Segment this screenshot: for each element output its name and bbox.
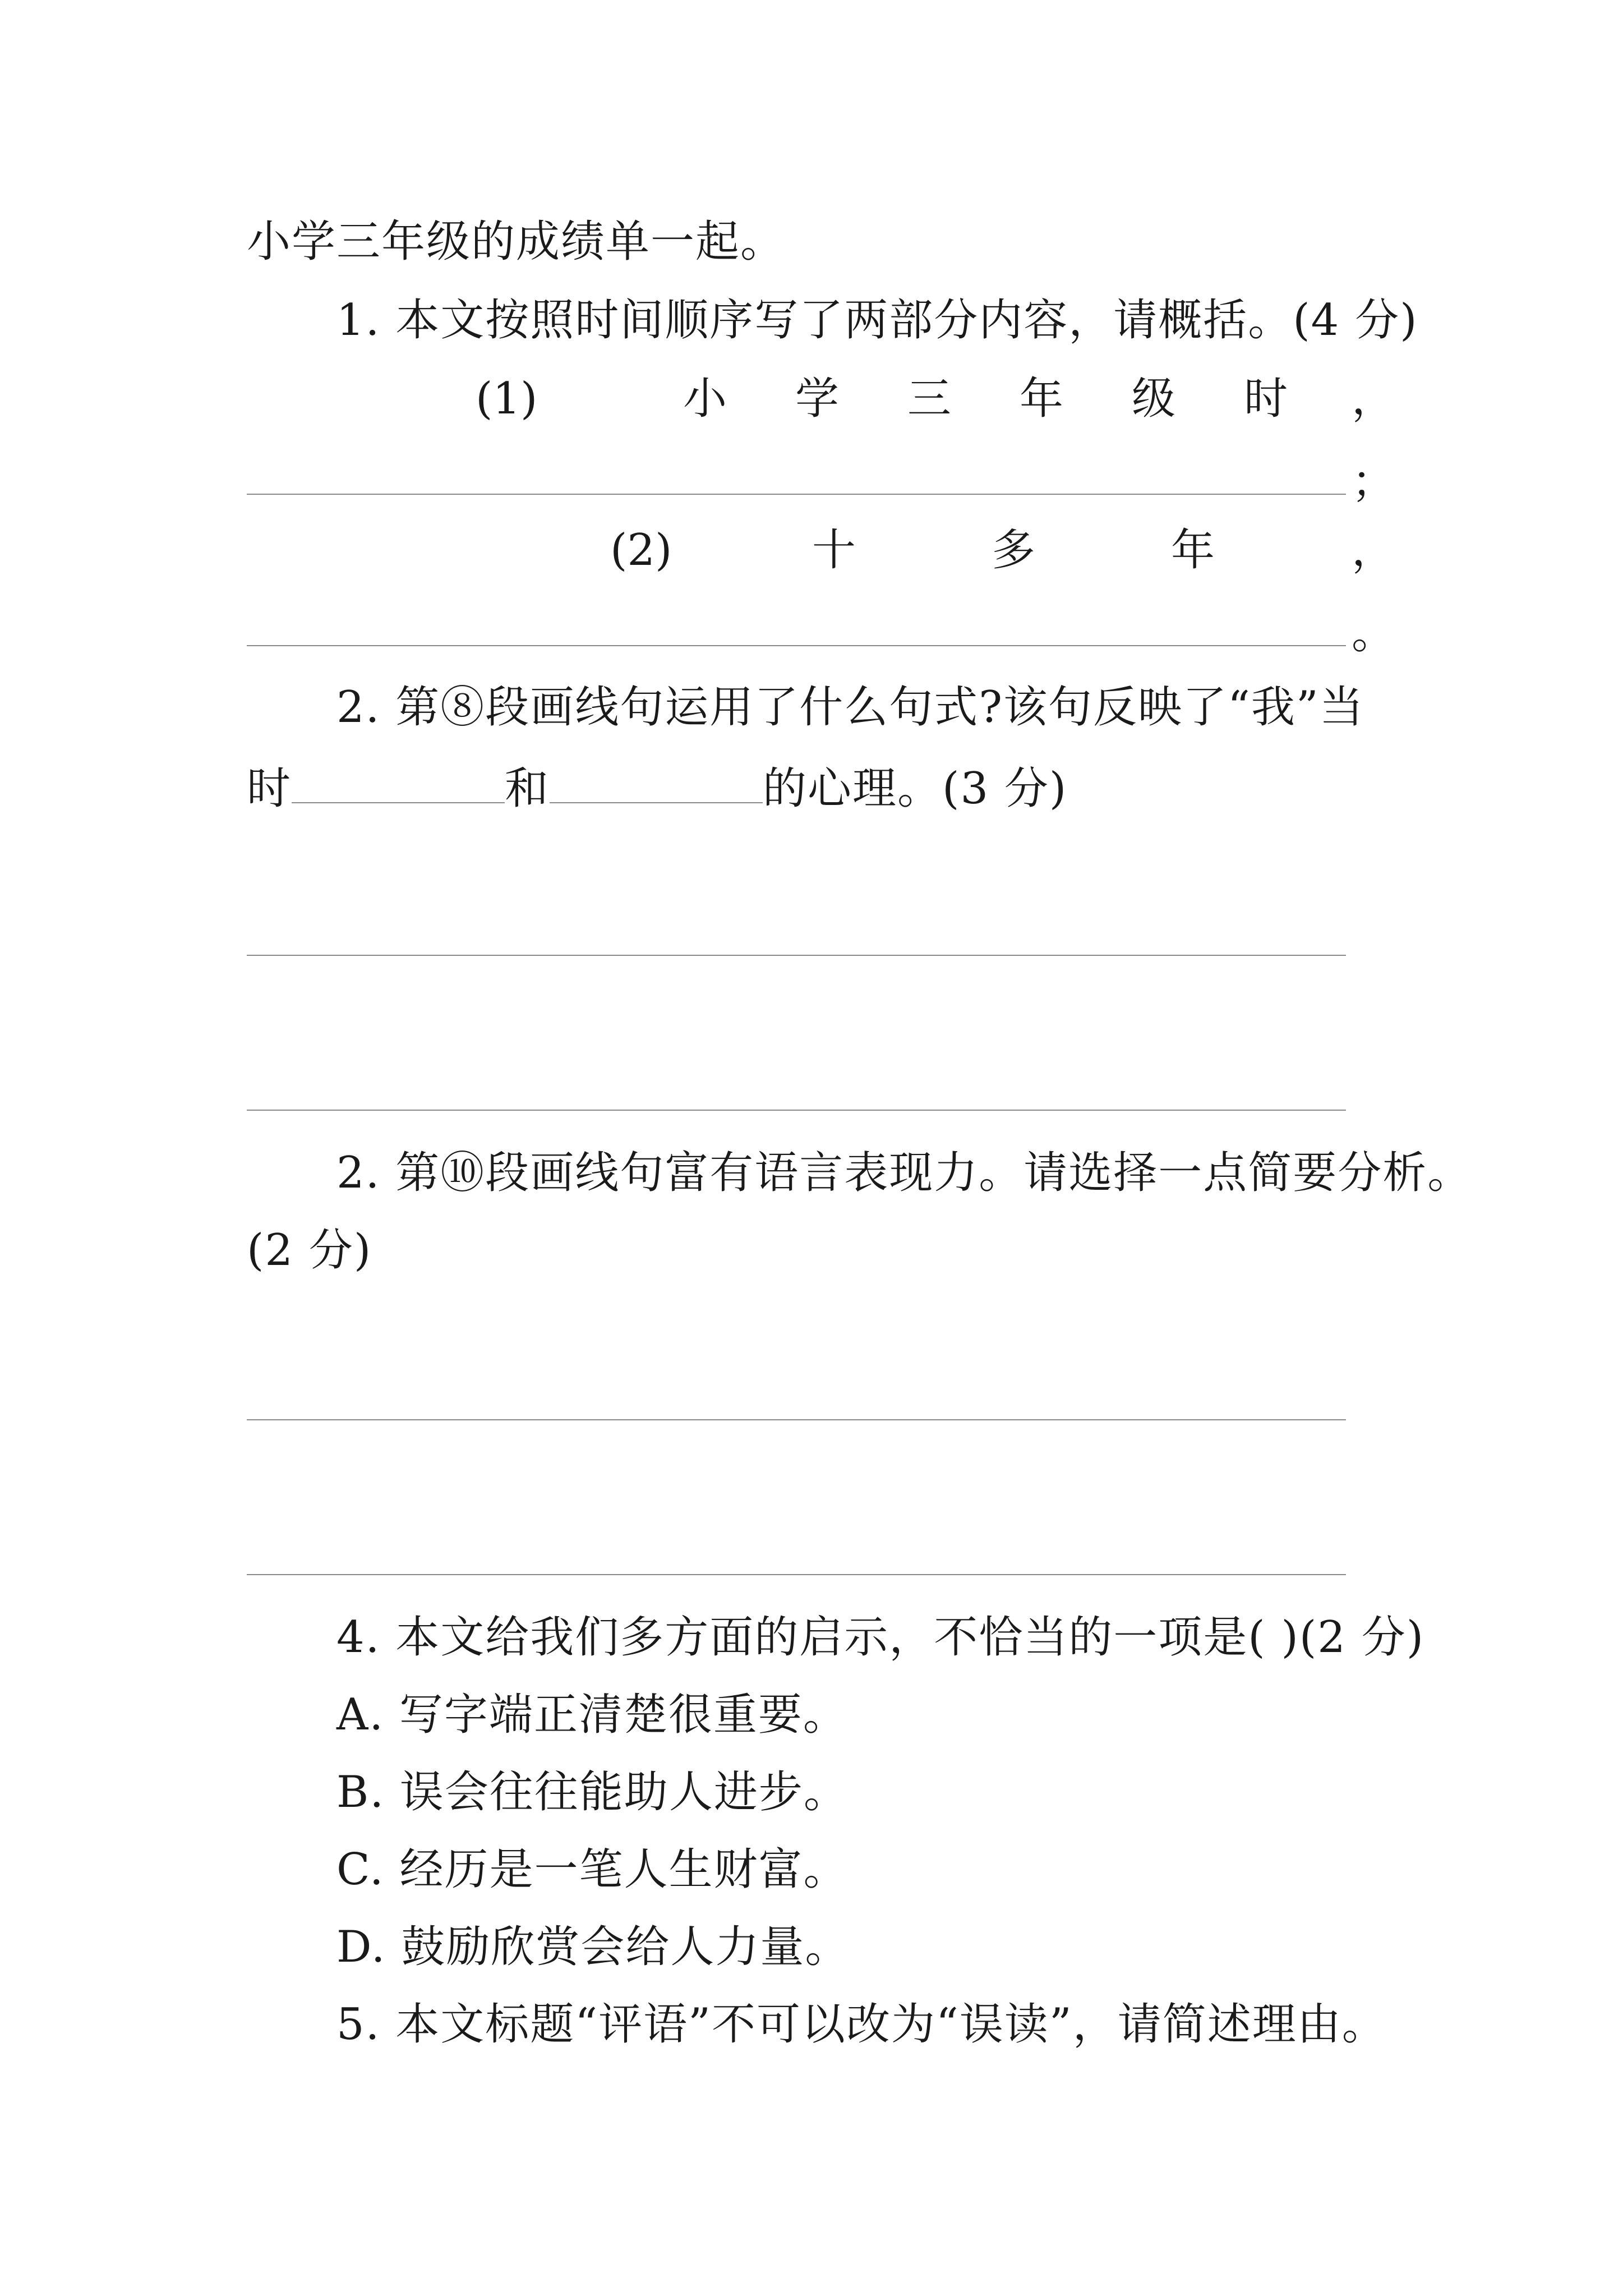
q1-part1-char: 三	[907, 374, 952, 424]
question-2b-line1: 2. 第⑩段画线句富有语言表现力。请选择一点简要分析。	[336, 1148, 1473, 1198]
question-1: 1. 本文按照时间顺序写了两部分内容，请概括。(4 分)	[336, 295, 1418, 346]
answer-line	[247, 1110, 1346, 1111]
answer-line	[247, 494, 1346, 495]
question-4: 4. 本文给我们多方面的启示，不恰当的一项是( )(2 分)	[336, 1612, 1425, 1663]
answer-line	[247, 1574, 1346, 1575]
q4-option-d: D. 鼓励欣赏会给人力量。	[336, 1922, 850, 1972]
q1-part2-end: 。	[1352, 608, 1396, 659]
question-5: 5. 本文标题“评语”不可以改为“误读”，请简述理由。	[336, 1999, 1387, 2050]
q1-part2-comma: ，	[1352, 525, 1396, 576]
q4-option-b: B. 误会往往能助人进步。	[336, 1767, 849, 1818]
q2a-text-mid: 和	[505, 763, 550, 814]
intro-text: 小学三年级的成绩单一起。	[247, 217, 786, 267]
q1-part1-char: 级	[1132, 374, 1176, 424]
q2a-text-end: 的心理。(3 分)	[763, 763, 1068, 814]
question-2b-line2: (2 分)	[247, 1225, 372, 1276]
q1-part1-char: 小	[683, 374, 727, 424]
q1-part1-comma: ，	[1352, 374, 1396, 424]
q1-part2-number: (2)	[610, 525, 672, 576]
q1-part2-char: 多	[992, 525, 1036, 576]
q1-part1-char: 年	[1020, 374, 1064, 424]
fill-blank	[550, 763, 763, 803]
answer-line	[247, 955, 1346, 956]
q4-option-a: A. 写字端正清楚很重要。	[336, 1690, 848, 1740]
q2a-text-start: 时	[247, 763, 292, 814]
q4-option-c: C. 经历是一笔人生财富。	[336, 1844, 849, 1895]
q1-part1-char: 时	[1244, 374, 1288, 424]
answer-line	[247, 1419, 1346, 1420]
question-2a-line1: 2. 第⑧段画线句运用了什么句式?该句反映了“我”当	[336, 682, 1364, 733]
q1-part2-char: 十	[812, 525, 856, 576]
q1-part1-number: (1)	[476, 374, 538, 424]
q1-part1-char: 学	[795, 374, 840, 424]
question-2a-line2	[247, 763, 1068, 814]
q1-part2-char: 年	[1171, 525, 1215, 576]
answer-line	[247, 645, 1346, 646]
q1-part1-end: ；	[1352, 457, 1396, 507]
fill-blank	[292, 763, 505, 803]
